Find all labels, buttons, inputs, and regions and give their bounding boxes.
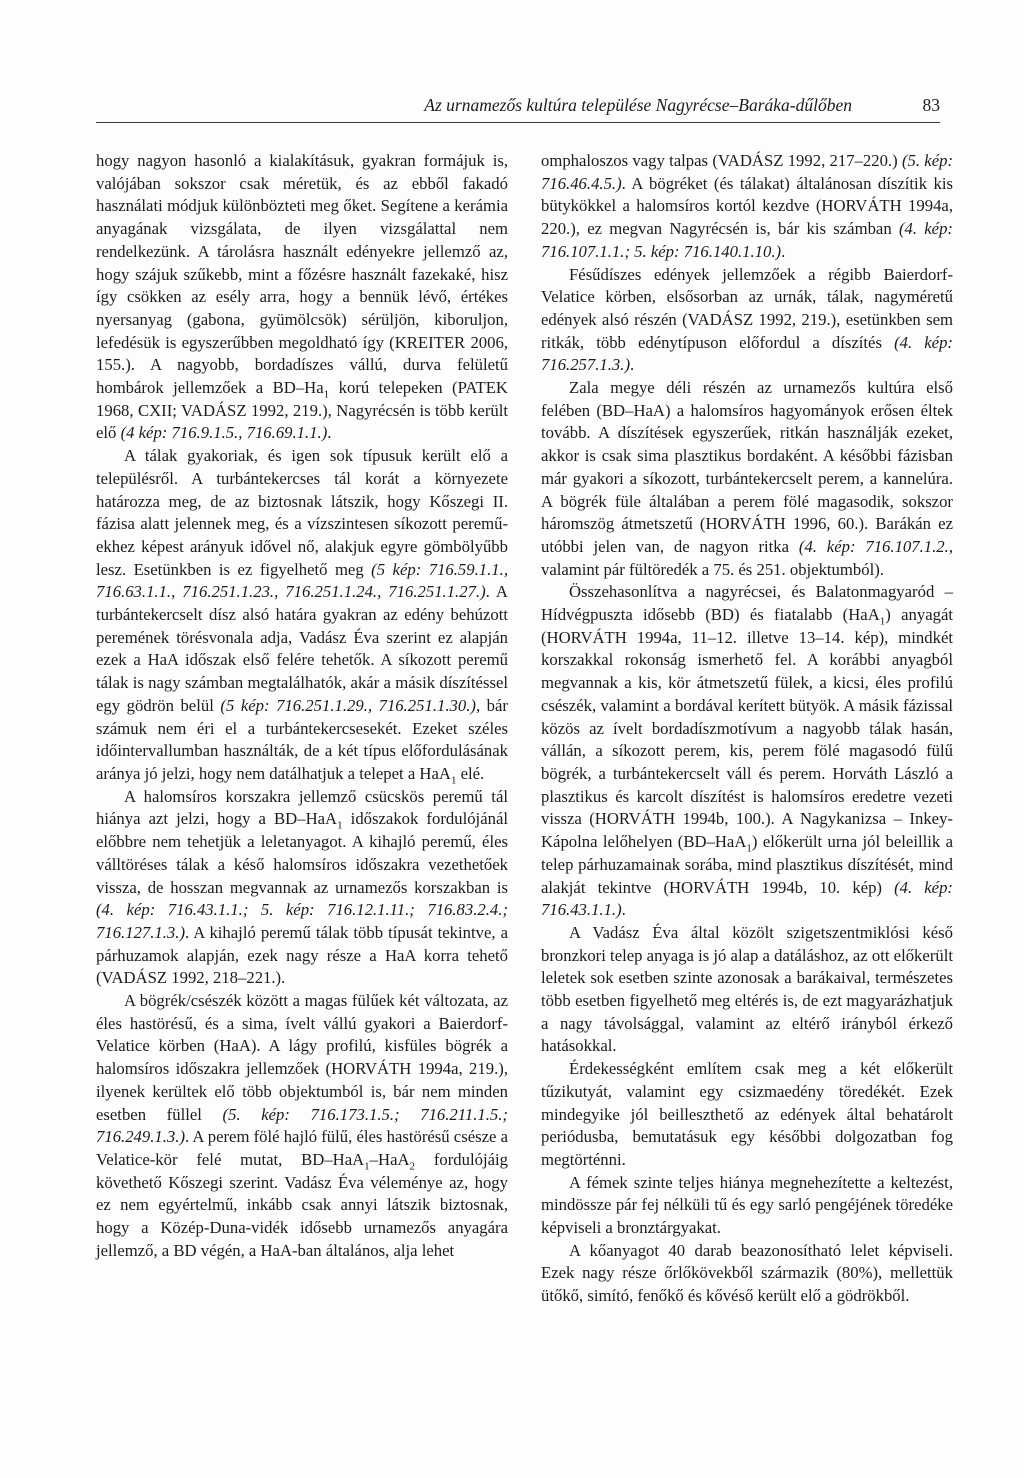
right-column — [541, 150, 953, 1308]
running-header — [96, 94, 940, 123]
paragraph — [541, 1240, 953, 1308]
figure-reference: (4. kép: 716.257.1.3.) — [541, 332, 953, 375]
paragraph — [541, 264, 953, 378]
left-column — [96, 150, 508, 1262]
text: A fémek szinte teljes hiánya megnehezítette a keltezést, mindössze pár fej nélküli tű és egy sarló pengéjének töredéke képviseli a bronztárgyakat. — [541, 1172, 953, 1238]
figure-reference: (5 kép: 716.251.1.29., 716.251.1.30.) — [220, 695, 476, 715]
paragraph — [541, 1172, 953, 1240]
text: –HaA — [369, 1149, 410, 1169]
text: Összehasonlítva a nagyrécsei, és Balatonmagyaród – Hídvégpuszta idősebb (BD) és fiatalabb (HaA — [541, 582, 953, 625]
text: . — [630, 355, 635, 375]
text: . — [781, 241, 786, 261]
text: . A perem fölé hajló fülű, éles hastörésű csésze a Velatice-kör felé mutat, BD–HaA — [96, 1127, 508, 1169]
text: . — [327, 423, 332, 443]
subscript: 1 — [323, 388, 330, 401]
text: . A turbántekercselt dísz alsó határa gyakran az edény behúzott peremének törésvonala adja, Vadász Éva szerint ez alapján ezek a HaA időszak első felére tehetők. A síkozott peremű tálak is nagy számban megtalálhatók, akár a másik díszítéssel egy gödrön belül — [96, 582, 508, 715]
text: ) anyagát (HORVÁTH 1994a, 11–12. illetve 13–14. kép), mindkét korszakkal rokonság ismerhető fel. A korábbi anyagból megvannak a kis, kör átmetszetű fülek, a kicsi, éles profilú csészék, valamint a bordával kerített bütyök. A másik fázissal közös az ívelt bordadíszmotívum a nagyobb tálak hasán, vállán, a síkozott perem, kis, perem fölé magasodó fülű bögrék, a turbántekercselt váll és perem. Horváth László a plasztikus és karcolt díszítést is halomsíros eredetre vezeti vissza (HORVÁTH 1994b, 100.). A Nagykanizsa – Inkey-Kápolna lelőhelyen (BD–HaA — [541, 605, 953, 852]
text: fordulójáig követhető Kőszegi szerint. Vadász Éva véleménye az, hogy ez nem egyértelmű, inkább csak annyi látszik biztosnak, hogy a Közép-Duna-vidék idősebb urnamezős anyagára jellemző, a BD végén, a HaA-ban általános, alja lehet — [96, 1149, 508, 1260]
paragraph — [541, 1058, 953, 1172]
figure-reference: (4. kép: 716.43.1.1.) — [541, 877, 953, 920]
text: omphaloszos vagy talpas (VADÁSZ 1992, 217–220.) — [541, 151, 902, 170]
figure-reference: (5. kép: 716.46.4.5.) — [541, 151, 954, 193]
subscript: 1 — [337, 819, 343, 832]
paragraph — [96, 786, 508, 990]
figure-reference: (4 kép: 716.9.1.5., 716.69.1.1.) — [120, 423, 328, 443]
figure-reference: (4. kép: 716.107.1.2. — [798, 536, 949, 556]
paragraph — [96, 445, 508, 786]
paragraph — [541, 581, 953, 922]
paragraph — [541, 150, 953, 264]
paragraph — [541, 377, 953, 581]
figure-reference: (4. kép: 716.43.1.1.; 5. kép: 716.12.1.11.; 716.83.2.4.; 716.127.1.3.) — [96, 900, 508, 942]
text: . A kihajló peremű tálak több típusát tekintve, a párhuzamok alapján, ezek nagy része a HaA korra tehető (VADÁSZ 1992, 218–221.). — [96, 922, 508, 988]
page-number: 83 — [922, 95, 940, 115]
running-title: Az urnamezős kultúra települése Nagyrécse–Baráka-dűlőben — [424, 95, 852, 115]
figure-reference: (4. kép: 716.107.1.1.; 5. kép: 716.140.1.10.) — [541, 219, 953, 261]
text: , valamint pár fültöredék a 75. és 251. objektumból). — [541, 536, 953, 579]
text: , bár számuk nem éri el a turbántekercsesekét. Ezeket széles időintervallumban használták, de a két típus előfordulásának aránya jó jelzi, hogy nem datálhatjuk a telepet a HaA — [96, 695, 508, 783]
text: A kőanyagot 40 darab beazonosítható lelet képviseli. Ezek nagy része őrlőkövekből származik (80%), mellettük ütőkő, simító, fenőkő és kővéső került elő a gödrökből. — [541, 1240, 953, 1306]
text: A Vadász Éva által közölt szigetszentmiklósi késő bronzkori telep anyaga is jó alap a datáláshoz, az ott előkerült leletek sok esetben szinte azonosak a barákaival, természetes több esetben figyelhető meg eltérés is, de ezt magyarázhatjuk a nagy távolsággal, valamint az eltérő irányból érkező hatásokkal. — [541, 922, 953, 1056]
figure-reference: (5. kép: 716.173.1.5.; 716.211.1.5.; 716.249.1.3.) — [96, 1104, 508, 1147]
text: Érdekességként említem csak meg a két előkerült tűzikutyát, valamint egy csizmaedény töredékét. Ezek mindegyike jól beilleszthető az edények által behatárolt periódusba, bemutatásuk egy későbbi dolgozatban fog megtörténni. — [541, 1059, 953, 1169]
text: A tálak gyakoriak, és igen sok típusuk került elő a településről. A turbántekercses tál korát a környezete határozza meg, de az biztosnak látszik, hogy Kőszegi II. fázisa alatt jelennek meg, és a vízszintesen síkozott pereműekhez képest arányuk idővel nő, alakjuk egyre gömbölyűbb lesz. Esetünkben is ez figyelhető meg — [96, 446, 508, 579]
text: Zala megye déli részén az urnamezős kultúra első felében (BD–HaA) a halomsíros hagyományok erősen éltek tovább. A díszítések egyszerűek, ritkán használják ezeket, akkor is csak sima plasztikus bordaként. A későbbi fázisban már gyakori a síkozott, turbántekercselt perem, a kannelúra. A bögrék füle általában a perem fölé magasodik, sokszor háromszög átmetszetű (HORVÁTH 1996, 60.). Barákán ez utóbbi jelen van, de nagyon ritka — [541, 378, 953, 556]
paragraph — [96, 990, 508, 1262]
text: elé. — [456, 763, 485, 783]
subscript: 1 — [879, 615, 886, 628]
figure-reference: (5 kép: 716.59.1.1., 716.63.1.1., 716.251.1.23., 716.251.1.24., 716.251.1.27.) — [96, 559, 508, 602]
subscript: 1 — [746, 842, 752, 855]
subscript: 2 — [409, 1160, 416, 1173]
text: ) előkerült urna jól beleillik a telep párhuzamainak sorába, mind plasztikus díszítését, mind alakját tekintve (HORVÁTH 1994b, 10. kép) — [541, 832, 953, 897]
text: hogy nagyon hasonló a kialakításuk, gyakran formájuk is, valójában sokszor csak méretük, és az ebből fakadó használati módjuk különbözteti meg őket. Segítene a kerámia anyagának vizsgálata, de ilyen vizsgálattal nem rendelkezünk. A tárolásra használt edényekre jellemző az, hogy szájuk szűkebb, mint a főzésre használt fazekaké, hisz így csökken az esély arra, hogy a bennük lévő, értékes nyersanyag (gabona, gyümölcsök) sérüljön, kiboruljon, lefedésük is egyszerűbben megoldható így (KREITER 2006, 155.). A nagyobb, bordadíszes vállú, durva felületű hombárok jellemzőek a BD–Ha — [96, 151, 508, 398]
text: . A bögréket (és tálakat) általánosan díszítik kis bütykökkel a halomsíros kortól kezdve (HORVÁTH 1994a, 220.), ez megvan Nagyrécsén is, bár kis számban — [541, 173, 953, 239]
text: időszakok fordulójánál előbbre nem tehetjük a leletanyagot. A kihajló peremű, éles válltöréses tálak a késő halomsíros időszakra vezethetőek vissza, de hosszan megvannak az urnamezős korszakban is — [96, 809, 508, 897]
subscript: 1 — [364, 1160, 370, 1173]
text: A halomsíros korszakra jellemző csücskös peremű tál hiánya azt jelzi, hogy a BD–HaA — [96, 786, 508, 829]
text: korú telepeken (PATEK 1968, CXII; VADÁSZ 1992, 219.), Nagyrécsén is több került elő — [96, 378, 508, 443]
text: Fésűdíszes edények jellemzőek a régibb Baierdorf-Velatice körben, elsősorban az urnák, tálak, nagyméretű edények alsó részén (VADÁSZ 1992, 219.), esetünkben sem ritkák, több edénytípuson előfordul a díszítés — [541, 264, 953, 352]
paragraph — [541, 922, 953, 1058]
text: . — [621, 900, 626, 920]
subscript: 1 — [450, 774, 457, 787]
paragraph — [96, 150, 508, 445]
text: A bögrék/csészék között a magas fülűek két változata, az éles hastörésű, és a sima, ívelt vállú gyakori a Baierdorf-Velatice körben (HaA). A lágy profilú, kisfüles bögrék a halomsíros időszakra jellemzőek (HORVÁTH 1994a, 219.), ilyenek kerültek elő több objektumból is, bár nem minden esetben füllel — [96, 991, 508, 1124]
